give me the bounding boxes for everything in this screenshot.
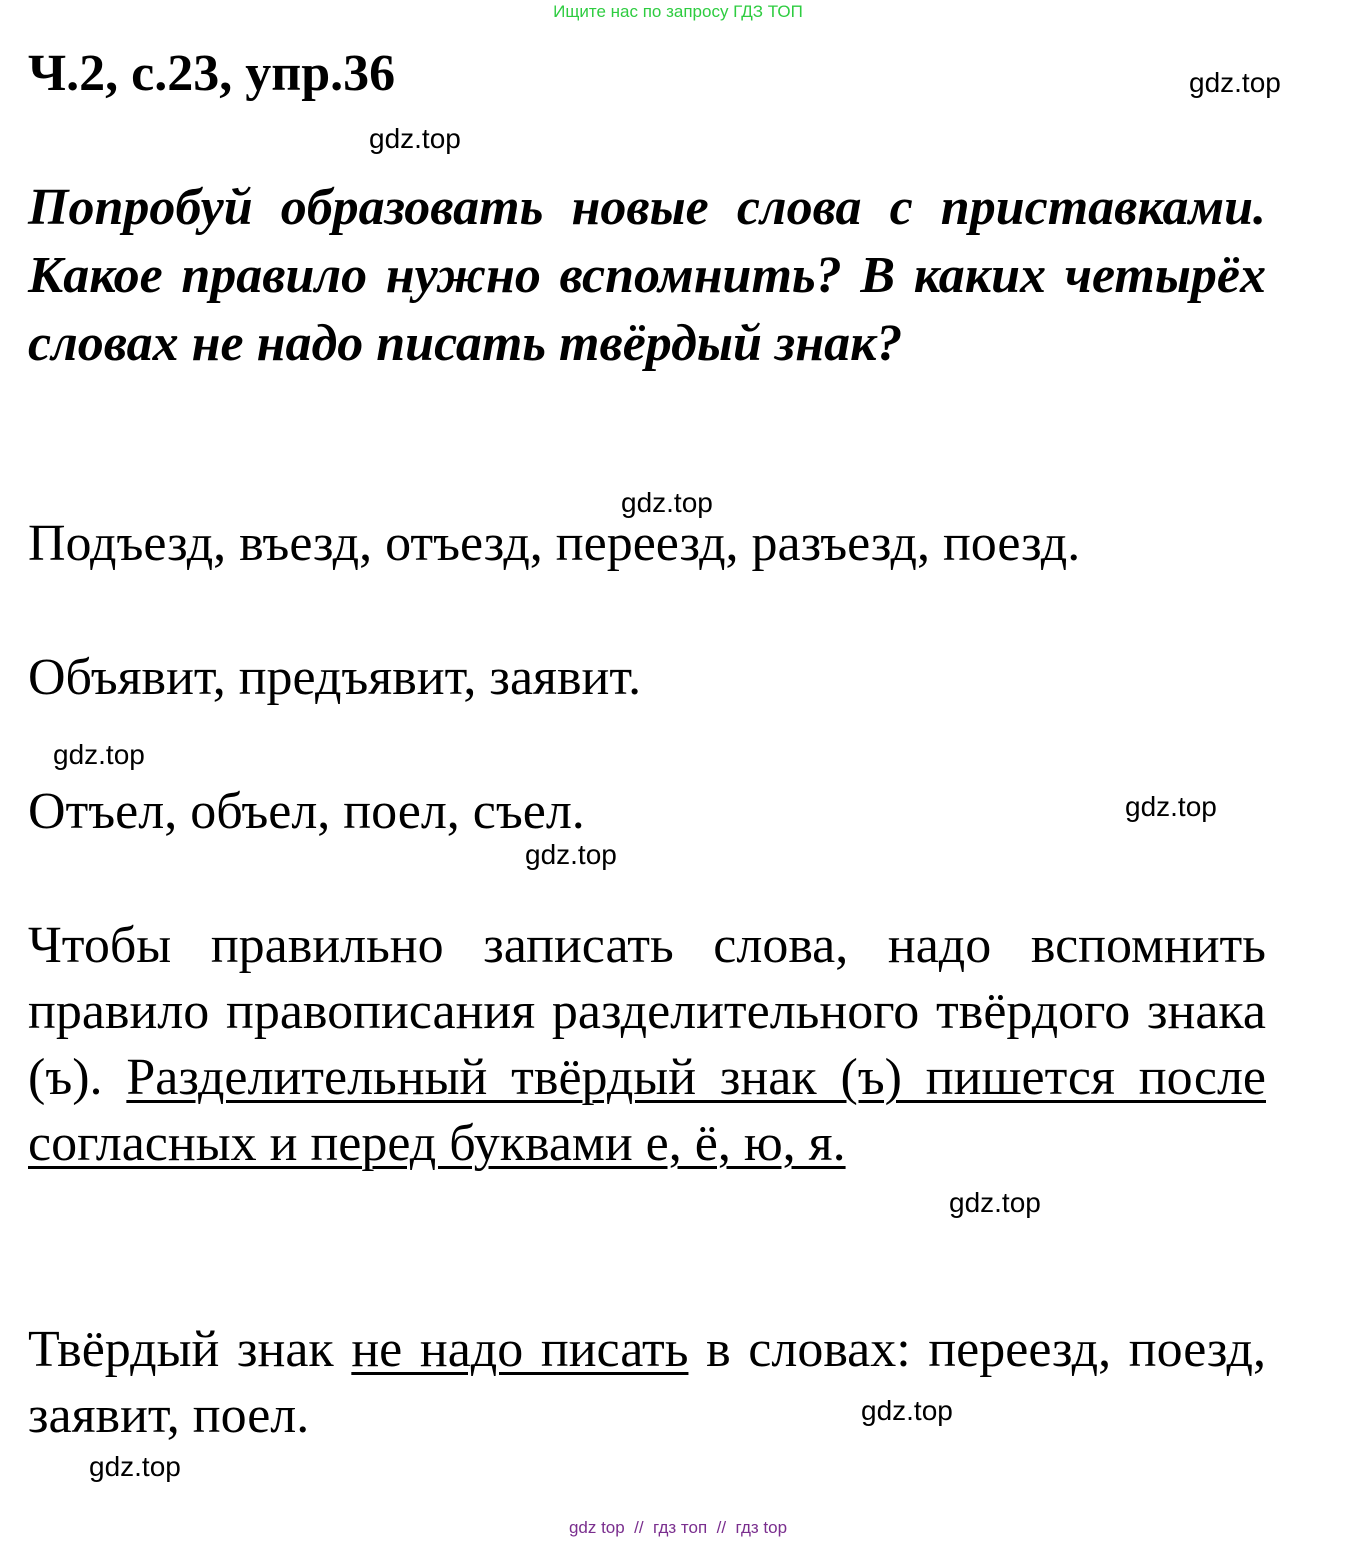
page-title: Ч.2, с.23, упр.36: [28, 45, 396, 102]
footer-watermark: [0, 1518, 1356, 1538]
watermark: gdz.top: [89, 1451, 181, 1482]
watermark: gdz.top: [1125, 791, 1217, 822]
top-banner: Ищите нас по запросу ГДЗ ТОП: [553, 2, 803, 21]
watermark: gdz.top: [53, 739, 145, 770]
footer-text: gdz top // гдз топ // гдз top: [568, 1518, 788, 1537]
conclusion-underlined: не надо писать: [351, 1321, 689, 1378]
conclusion-after: в словах: переезд, поезд, заявит, поел.: [28, 1321, 1266, 1444]
watermark: gdz.top: [1189, 67, 1281, 98]
answer-line-3: Отъел, объел, поел, съел.: [28, 783, 585, 840]
answer-line-2: Объявит, предъявит, заявит.: [28, 649, 642, 706]
watermark: gdz.top: [621, 487, 713, 518]
rule-underlined: Разделительный твёрдый знак (ъ) пишется после согласных и перед буквами е, ё, ю, я.: [28, 1049, 1266, 1172]
task-text: Попробуй образовать новые слова с приставками. Какое правило нужно вспомнить? В каких четырёх словах не надо писать твёрдый знак?: [28, 179, 1266, 372]
conclusion-before: Твёрдый знак: [28, 1321, 352, 1378]
watermark: gdz.top: [949, 1187, 1041, 1218]
answer-line-1: Подъезд, въезд, отъезд, переезд, разъезд, поезд.: [28, 515, 1081, 572]
rule-paragraph: [28, 913, 1266, 1177]
rule-intro: Чтобы правильно записать слова, надо вспомнить правило правописания разделительного твёрдого знака (ъ).: [28, 917, 1266, 1106]
watermark: gdz.top: [525, 839, 617, 870]
watermark: gdz.top: [861, 1395, 953, 1426]
conclusion-paragraph: [28, 1317, 1266, 1449]
watermark: gdz.top: [369, 123, 461, 154]
